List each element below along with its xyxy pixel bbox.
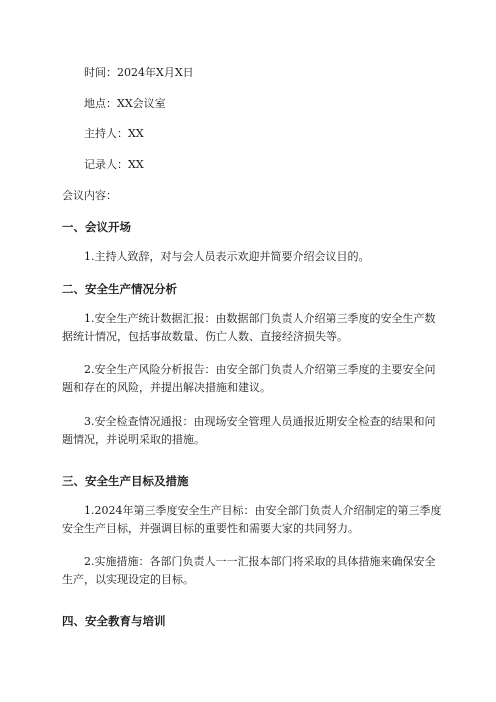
section-heading-training: 四、安全教育与培训 [62,614,166,628]
meeting-location: 地点：XX会议室 [84,97,166,110]
section-heading-analysis: 二、安全生产情况分析 [62,282,177,296]
section-heading-goals: 三、安全生产目标及措施 [62,474,189,488]
section-analysis-item-1: 1.安全生产统计数据汇报：由数据部门负责人介绍第三季度的安全生产数据统计情况，包括事故数量、伤亡人数、直接经济损失等。 [62,312,436,343]
section-analysis-item-2: 2.安全生产风险分析报告：由安全部门负责人介绍第三季度的主要安全问题和存在的风险，并提出解决措施和建议。 [62,363,436,394]
meeting-time: 时间：2024年X月X日 [84,66,194,79]
section-heading-opening: 一、会议开场 [62,220,131,234]
section-opening-item-1: 1.主持人致辞，对与会人员表示欢迎并简要介绍会议目的。 [84,250,370,263]
meeting-recorder: 记录人：XX [84,158,144,171]
section-analysis-item-3: 3.安全检查情况通报：由现场安全管理人员通报近期安全检查的结果和问题情况，并说明采取的措施。 [62,415,436,446]
meeting-host: 主持人：XX [84,127,144,140]
section-goals-item-1: 1.2024年第三季度安全生产目标：由安全部门负责人介绍制定的第三季度安全生产目标，并强调目标的重要性和需要大家的共同努力。 [62,504,442,535]
content-label: 会议内容： [62,189,117,202]
section-goals-item-2: 2.实施措施：各部门负责人一一汇报本部门将采取的具体措施来确保安全生产，以实现设定的目标。 [62,555,436,586]
